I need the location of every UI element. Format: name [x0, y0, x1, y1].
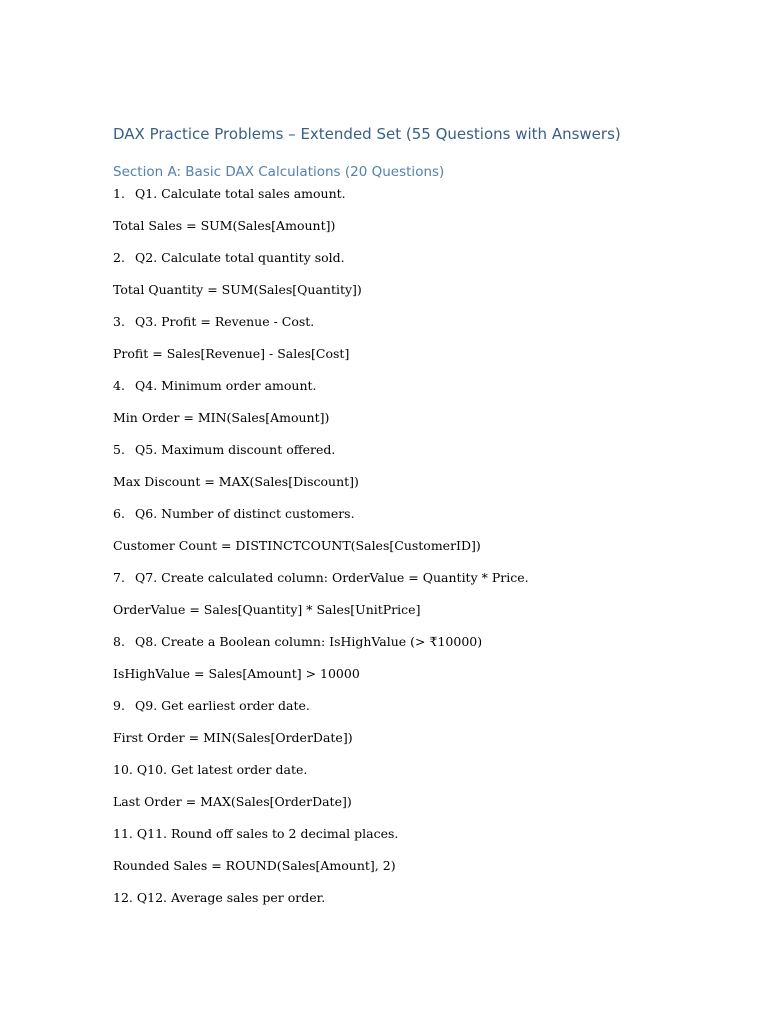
question-10: [113, 761, 673, 793]
question-text: Q10. Get latest order date.: [136, 762, 308, 777]
question-text: Q6. Number of distinct customers.: [135, 506, 355, 521]
question-1: [113, 185, 673, 217]
answer-11: Rounded Sales = ROUND(Sales[Amount], 2): [113, 858, 396, 873]
question-number: 10.: [113, 762, 133, 777]
question-number: 4.: [113, 378, 125, 393]
answer-4: Min Order = MIN(Sales[Amount]): [113, 410, 330, 425]
answer-2: Total Quantity = SUM(Sales[Quantity]): [113, 282, 362, 297]
answer-9: First Order = MIN(Sales[OrderDate]): [113, 730, 353, 745]
question-text: Q1. Calculate total sales amount.: [135, 186, 346, 201]
question-2: [113, 249, 673, 281]
question-number: 8.: [113, 634, 125, 649]
question-number: 11.: [113, 826, 133, 841]
question-text: Q8. Create a Boolean column: IsHighValue (> ₹10000): [135, 634, 483, 649]
question-number: 6.: [113, 506, 125, 521]
document-title: DAX Practice Problems – Extended Set (55 Questions with Answers): [113, 125, 621, 143]
question-text: Q3. Profit = Revenue - Cost.: [135, 314, 315, 329]
section-a-title: Section A: Basic DAX Calculations (20 Questions): [113, 164, 445, 180]
question-3: [113, 313, 673, 345]
question-text: Q5. Maximum discount offered.: [135, 442, 336, 457]
question-5: [113, 441, 673, 473]
answer-5: Max Discount = MAX(Sales[Discount]): [113, 474, 359, 489]
question-9: [113, 697, 673, 729]
question-4: [113, 377, 673, 409]
answer-10: Last Order = MAX(Sales[OrderDate]): [113, 794, 352, 809]
question-text: Q9. Get earliest order date.: [135, 698, 310, 713]
question-number: 1.: [113, 186, 125, 201]
answer-3: Profit = Sales[Revenue] - Sales[Cost]: [113, 346, 350, 361]
question-number: 3.: [113, 314, 125, 329]
question-number: 12.: [113, 890, 133, 905]
question-12: [113, 889, 673, 921]
answer-8: IsHighValue = Sales[Amount] > 10000: [113, 666, 360, 681]
question-text: Q2. Calculate total quantity sold.: [135, 250, 345, 265]
question-text: Q12. Average sales per order.: [136, 890, 326, 905]
question-text: Q7. Create calculated column: OrderValue = Quantity * Price.: [135, 570, 529, 585]
question-8: [113, 633, 673, 665]
question-text: Q4. Minimum order amount.: [135, 378, 317, 393]
question-number: 2.: [113, 250, 125, 265]
question-7: [113, 569, 673, 601]
answer-6: Customer Count = DISTINCTCOUNT(Sales[CustomerID]): [113, 538, 481, 553]
question-6: [113, 505, 673, 537]
question-11: [113, 825, 673, 857]
question-text: Q11. Round off sales to 2 decimal places.: [136, 826, 399, 841]
question-number: 9.: [113, 698, 125, 713]
answer-1: Total Sales = SUM(Sales[Amount]): [113, 218, 336, 233]
question-number: 5.: [113, 442, 125, 457]
question-answer-list: [113, 185, 673, 921]
question-number: 7.: [113, 570, 125, 585]
answer-7: OrderValue = Sales[Quantity] * Sales[UnitPrice]: [113, 602, 421, 617]
